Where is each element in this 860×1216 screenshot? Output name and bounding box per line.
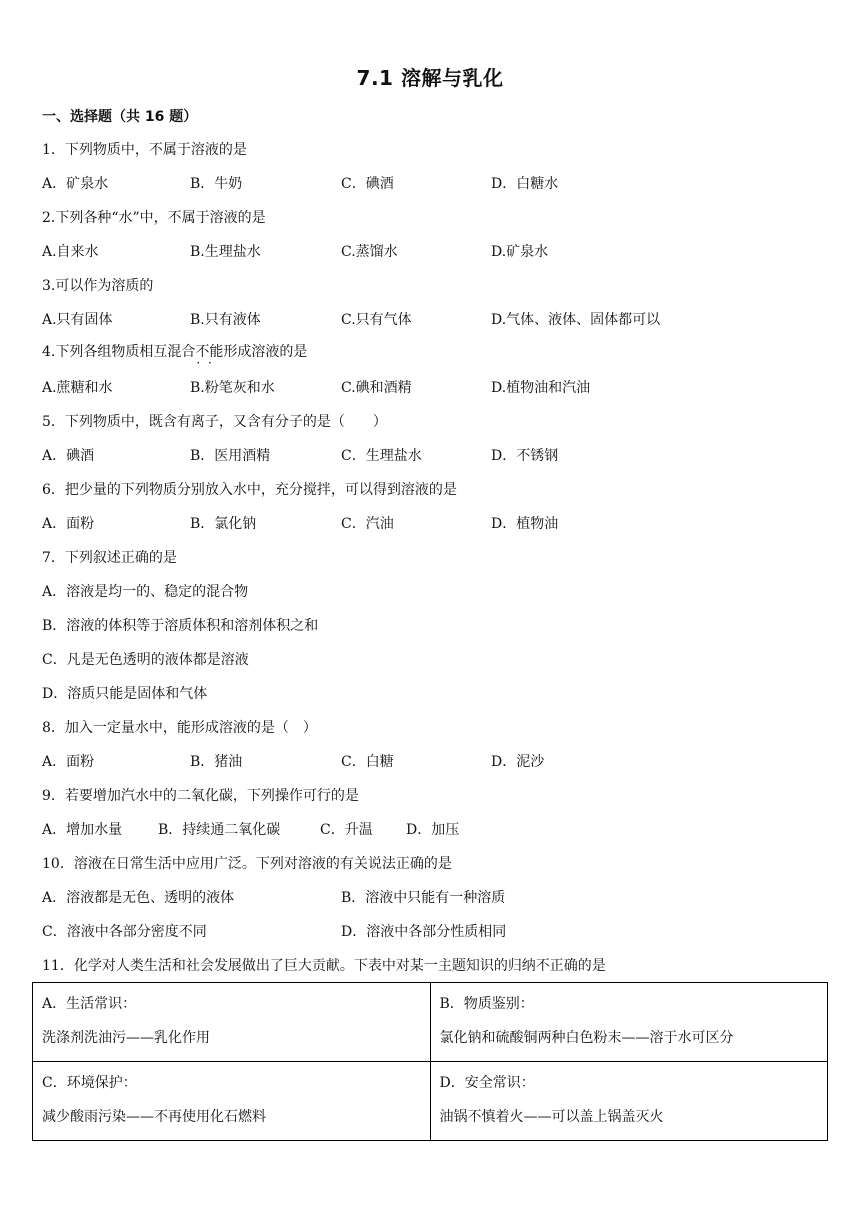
question-1-option-a: A．矿泉水 <box>42 176 109 192</box>
table-row <box>33 1062 828 1141</box>
question-4-option-b: B.粉笔灰和水 <box>190 380 275 396</box>
question-7-stem: 7．下列叙述正确的是 <box>42 550 177 566</box>
question-5-option-c: C．生理盐水 <box>341 448 422 464</box>
question-2-stem: 2.下列各种“水”中，不属于溶液的是 <box>42 210 266 226</box>
question-2-option-d: D.矿泉水 <box>491 244 549 260</box>
cell-a-content: 洗涤剂洗油污——乳化作用 <box>42 1030 210 1046</box>
question-8-stem: 8．加入一定量水中，能形成溶液的是（ ） <box>42 720 317 736</box>
question-7-option-a: A．溶液是均一的、稳定的混合物 <box>42 584 249 600</box>
question-6-option-a: A．面粉 <box>42 516 95 532</box>
table-cell-c <box>33 1062 431 1141</box>
question-4-stem <box>42 343 307 361</box>
question-2-option-a: A.自来水 <box>42 244 99 260</box>
question-3-option-b: B.只有液体 <box>190 312 261 328</box>
question-10-option-b: B．溶液中只能有一种溶质 <box>341 890 506 906</box>
question-9-option-c: C．升温 <box>320 822 373 838</box>
question-2-option-b: B.生理盐水 <box>190 244 261 260</box>
question-1-option-d: D．白糖水 <box>491 176 559 192</box>
question-8-option-c: C．白糖 <box>341 754 394 770</box>
question-11-stem: 11．化学对人类生活和社会发展做出了巨大贡献。下表中对某一主题知识的归纳不正确的是 <box>42 958 606 974</box>
question-10-option-c: C．溶液中各部分密度不同 <box>42 924 207 940</box>
question-8-option-d: D．泥沙 <box>491 754 545 770</box>
question-6-stem: 6．把少量的下列物质分别放入水中，充分搅拌，可以得到溶液的是 <box>42 482 457 498</box>
cell-a-heading: A．生活常识： <box>42 996 137 1012</box>
question-4-option-c: C.碘和酒精 <box>341 380 412 396</box>
cell-c-content: 减少酸雨污染——不再使用化石燃料 <box>42 1109 266 1125</box>
question-4-emphasis: 不能 · · <box>195 344 223 360</box>
question-2-option-c: C.蒸馏水 <box>341 244 398 260</box>
question-8-option-a: A．面粉 <box>42 754 95 770</box>
question-10-stem: 10．溶液在日常生活中应用广泛。下列对溶液的有关说法正确的是 <box>42 856 452 872</box>
question-1-option-c: C．碘酒 <box>341 176 394 192</box>
question-8-option-b: B．猪油 <box>190 754 243 770</box>
question-10-option-a: A．溶液都是无色、透明的液体 <box>42 890 235 906</box>
question-11-table <box>32 982 828 1141</box>
question-3-stem: 3.可以作为溶质的 <box>42 278 154 294</box>
question-7-option-d: D．溶质只能是固体和气体 <box>42 686 208 702</box>
question-3-option-a: A.只有固体 <box>42 312 113 328</box>
question-1-stem: 1．下列物质中，不属于溶液的是 <box>42 142 247 158</box>
question-6-option-b: B．氯化钠 <box>190 516 257 532</box>
page-title: 7.1 溶解与乳化 <box>356 66 504 90</box>
cell-b-content: 氯化钠和硫酸铜两种白色粉末——溶于水可区分 <box>439 1030 734 1046</box>
question-6-option-c: C．汽油 <box>341 516 394 532</box>
question-3-option-c: C.只有气体 <box>341 312 412 328</box>
cell-c-heading: C．环境保护： <box>42 1075 137 1091</box>
question-9-option-a: A．增加水量 <box>42 822 123 838</box>
question-4-stem-start: 4.下列各组物质相互混合 <box>42 344 196 360</box>
question-10-option-d: D．溶液中各部分性质相同 <box>341 924 507 940</box>
question-1-option-b: B．牛奶 <box>190 176 243 192</box>
question-9-option-b: B．持续通二氧化碳 <box>158 822 281 838</box>
question-5-stem: 5．下列物质中，既含有离子，又含有分子的是（ ） <box>42 414 387 430</box>
question-9-option-d: D．加压 <box>406 822 460 838</box>
cell-d-content: 油锅不慎着火——可以盖上锅盖灭火 <box>439 1109 664 1125</box>
question-6-option-d: D．植物油 <box>491 516 559 532</box>
question-4-option-a: A.蔗糖和水 <box>42 380 113 396</box>
question-4-stem-end: 形成溶液的是 <box>223 344 308 360</box>
question-4-option-d: D.植物油和汽油 <box>491 380 591 396</box>
question-5-option-a: A．碘酒 <box>42 448 95 464</box>
table-cell-a <box>33 983 431 1062</box>
cell-d-heading: D．安全常识： <box>439 1075 535 1091</box>
section-heading: 一、选择题（共 16 题） <box>42 109 198 125</box>
question-5-option-b: B．医用酒精 <box>190 448 271 464</box>
cell-b-heading: B．物质鉴别： <box>439 996 534 1012</box>
question-9-stem: 9．若要增加汽水中的二氧化碳，下列操作可行的是 <box>42 788 359 804</box>
table-cell-b <box>430 983 828 1062</box>
question-3-option-d: D.气体、液体、固体都可以 <box>491 312 661 328</box>
question-7-option-b: B．溶液的体积等于溶质体积和溶剂体积之和 <box>42 618 319 634</box>
table-row <box>33 983 828 1062</box>
table-cell-d <box>430 1062 828 1141</box>
question-7-option-c: C．凡是无色透明的液体都是溶液 <box>42 652 249 668</box>
question-5-option-d: D．不锈钢 <box>491 448 559 464</box>
